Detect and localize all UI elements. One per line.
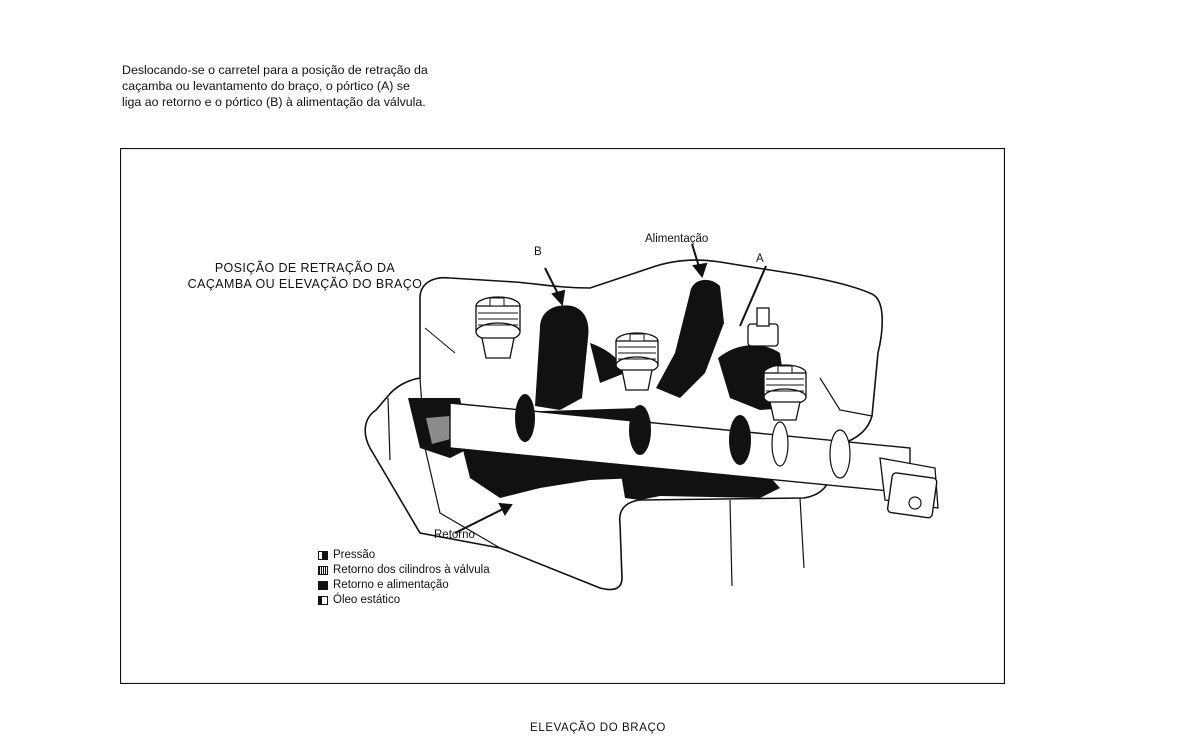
figure-title [160,260,450,292]
figure-frame [120,148,1005,684]
intro-line: Deslocando-se o carretel para a posição de retração da [122,63,428,77]
legend-item-retorno-alimentacao [318,578,490,593]
legend-label: Pressão [333,549,376,561]
legend-label: Retorno e alimentação [333,579,449,591]
label-b: B [534,246,542,258]
label-a: A [756,253,764,265]
figure-caption: ELEVAÇÃO DO BRAÇO [530,722,666,734]
oleo-estatico-swatch-icon [318,596,328,605]
retorno-alimentacao-swatch-icon [318,581,328,590]
intro-paragraph [122,62,552,110]
retorno-cilindros-swatch-icon [318,566,328,575]
valve-illustration [120,148,1005,684]
label-alimentacao: Alimentação [645,233,709,245]
intro-line: liga ao retorno e o pórtico (B) à alimentação da válvula. [122,95,426,109]
intro-line: caçamba ou levantamento do braço, o pórtico (A) se [122,79,410,93]
legend-label: Óleo estático [333,594,401,606]
legend [318,548,490,608]
legend-item-retorno-cilindros [318,563,490,578]
pressao-swatch-icon [318,551,328,560]
figure-title-line: POSIÇÃO DE RETRAÇÃO DA [214,261,396,275]
legend-item-pressao [318,548,490,563]
figure-title-line: CAÇAMBA OU ELEVAÇÃO DO BRAÇO [187,277,423,291]
label-retorno: Retorno [434,529,475,541]
legend-label: Retorno dos cilindros à válvula [333,564,490,576]
legend-item-oleo-estatico [318,593,490,608]
